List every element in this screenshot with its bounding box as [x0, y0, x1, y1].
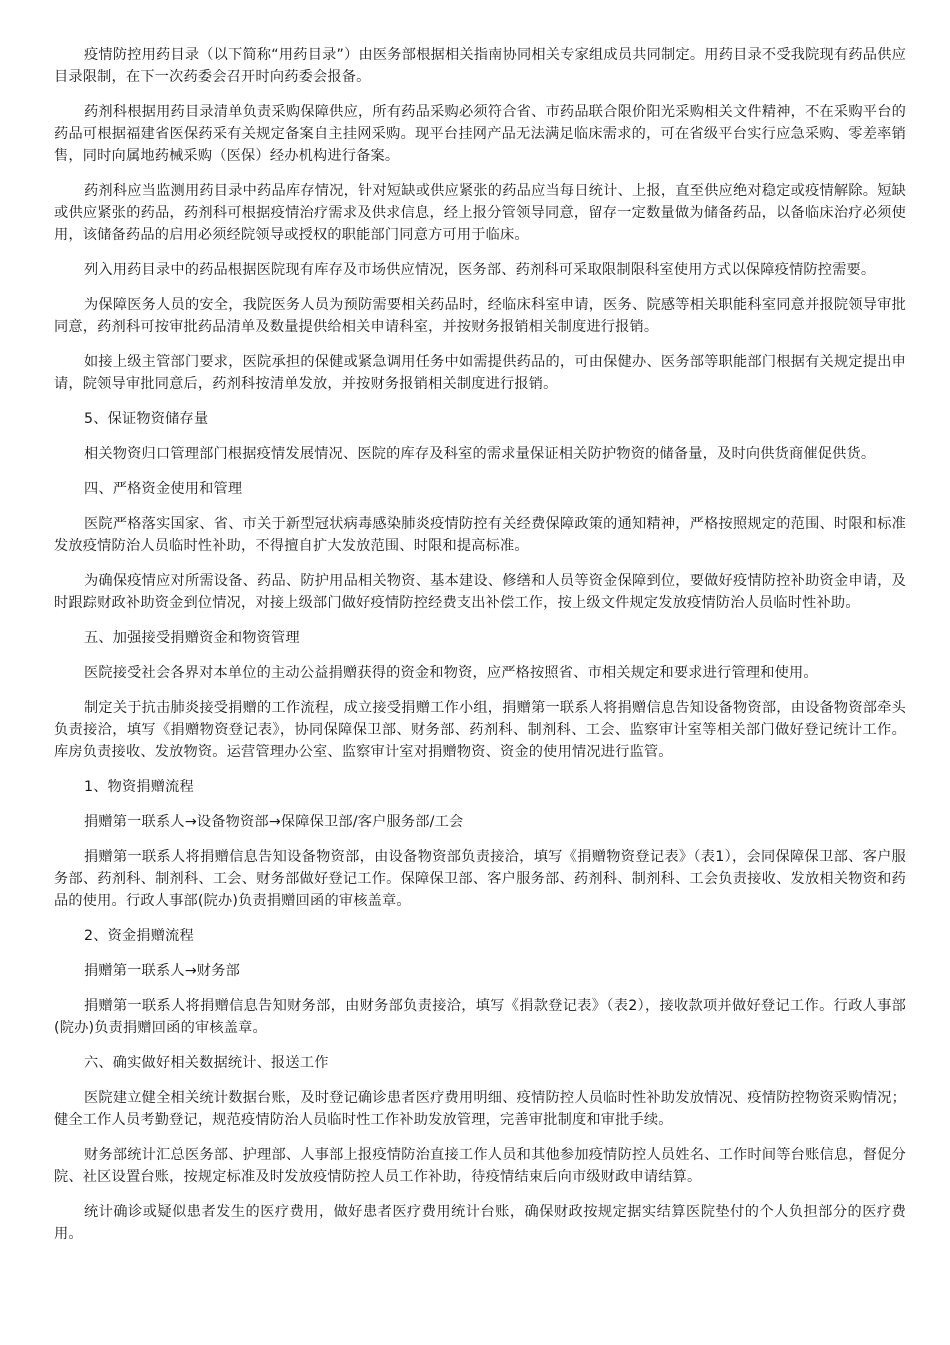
paragraph-fund-policy: 医院严格落实国家、省、市关于新型冠状病毒感染肺炎疫情防控有关经费保障政策的通知精神，严格按照规定的范围、时限和标准发放疫情防治人员临时性补助，不得擅自扩大发放范围、时限和提高标准。: [54, 516, 906, 554]
heading-donation-management: 五、加强接受捐赠资金和物资管理: [84, 630, 300, 646]
paragraph-drug-procurement: 药剂科根据用药目录清单负责采购保障供应，所有药品采购必须符合省、市药品联合限价阳光采购相关文件精神，不在采购平台的药品可根据福建省医保药采有关规定备案自主挂网采购。现平台挂网产品无法满足临床需求的，可在省级平台实行应急采购、零差率销售，同时向属地药械采购（医保）经办机构进行备案。: [54, 104, 906, 164]
paragraph-emergency-allocation: 如接上级主管部门要求，医院承担的保健或紧急调用任务中如需提供药品的，可由保健办、医务部等职能部门根据有关规定提出申请，院领导审批同意后，药剂科按清单发放，并按财务报销相关制度进行报销。: [54, 354, 906, 392]
paragraph-medical-cost-statistics: 统计确诊或疑似患者发生的医疗费用，做好患者医疗费用统计台账，确保财政按规定据实结算医院垫付的个人负担部分的医疗费用。: [54, 1204, 906, 1242]
paragraph-material-donation-detail: 捐赠第一联系人将捐赠信息告知设备物资部，由设备物资部负责接洽，填写《捐赠物资登记表》（表1），会同保障保卫部、客户服务部、药剂科、制剂科、工会、财务部做好登记工作。保障保卫部、客户服务部、药剂科、制剂科、工会负责接收、发放相关物资和药品的使用。行政人事部(院办)负责捐赠回函的审核盖章。: [54, 849, 906, 909]
paragraph-finance-summary: 财务部统计汇总医务部、护理部、人事部上报疫情防治直接工作人员和其他参加疫情防控人员姓名、工作时间等台账信息，督促分院、社区设置台账，按规定标准及时发放疫情防控人员工作补助，待疫情结束后向市级财政申请结算。: [54, 1147, 906, 1185]
heading-fund-management: 四、严格资金使用和管理: [84, 481, 243, 497]
paragraph-donation-workflow: 制定关于抗击肺炎接受捐赠的工作流程，成立接受捐赠工作小组，捐赠第一联系人将捐赠信息告知设备物资部，由设备物资部牵头负责接洽，填写《捐赠物资登记表》，协同保障保卫部、财务部、药剂科、制剂科、工会、监察审计室等相关部门做好登记统计工作。库房负责接收、发放物资。运营管理办公室、监察审计室对捐赠物资、资金的使用情况进行监管。: [54, 700, 906, 760]
material-donation-flow-chain: 捐赠第一联系人→设备物资部→保障保卫部/客户服务部/工会: [84, 814, 464, 830]
paragraph-fund-donation-detail: 捐赠第一联系人将捐赠信息告知财务部，由财务部负责接洽，填写《捐款登记表》（表2），接收款项并做好登记工作。行政人事部(院办)负责捐赠回函的审核盖章。: [54, 998, 906, 1036]
heading-material-donation-flow: 1、物资捐赠流程: [84, 779, 194, 795]
paragraph-donation-rules: 医院接受社会各界对本单位的主动公益捐赠获得的资金和物资，应严格按照省、市相关规定和要求进行管理和使用。: [84, 665, 818, 681]
heading-fund-donation-flow: 2、资金捐赠流程: [84, 928, 194, 944]
paragraph-fund-application: 为确保疫情应对所需设备、药品、防护用品相关物资、基本建设、修缮和人员等资金保障到位，要做好疫情防控补助资金申请，及时跟踪财政补助资金到位情况，对接上级部门做好疫情防控经费支出补偿工作，按上级文件规定发放疫情防治人员临时性补助。: [54, 573, 906, 611]
document-page: [54, 44, 906, 1258]
paragraph-drug-catalog-definition: 疫情防控用药目录（以下简称“用药目录”）由医务部根据相关指南协同相关专家组成员共同制定。用药目录不受我院现有药品供应目录限制，在下一次药委会召开时向药委会报备。: [54, 47, 906, 85]
heading-data-statistics: 六、确实做好相关数据统计、报送工作: [84, 1055, 329, 1071]
paragraph-staff-protection: 为保障医务人员的安全，我院医务人员为预防需要相关药品时，经临床科室申请，医务、院感等相关职能科室同意并报院领导审批同意，药剂科可按审批药品清单及数量提供给相关申请科室，并按财务报销相关制度进行报销。: [54, 297, 906, 335]
paragraph-statistics-ledger: 医院建立健全相关统计数据台账，及时登记确诊患者医疗费用明细、疫情防控人员临时性补助发放情况、疫情防控物资采购情况；健全工作人员考勤登记，规范疫情防治人员临时性工作补助发放管理，完善审批制度和审批手续。: [54, 1090, 906, 1128]
heading-material-reserve: 5、保证物资储存量: [84, 411, 209, 427]
fund-donation-flow-chain: 捐赠第一联系人→财务部: [84, 963, 240, 979]
paragraph-inventory-monitoring: 药剂科应当监测用药目录中药品库存情况，针对短缺或供应紧张的药品应当每日统计、上报，直至供应绝对稳定或疫情解除。短缺或供应紧张的药品，药剂科可根据疫情治疗需求及供求信息，经上报分管领导同意，留存一定数量做为储备药品，以备临床治疗必须使用，该储备药品的启用必须经院领导或授权的职能部门同意方可用于临床。: [54, 183, 906, 243]
paragraph-material-reserve: 相关物资归口管理部门根据疫情发展情况、医院的库存及科室的需求量保证相关防护物资的储备量，及时向供货商催促供货。: [84, 446, 876, 462]
paragraph-restricted-use: 列入用药目录中的药品根据医院现有库存及市场供应情况，医务部、药剂科可采取限制限科室使用方式以保障疫情防控需要。: [84, 262, 876, 278]
